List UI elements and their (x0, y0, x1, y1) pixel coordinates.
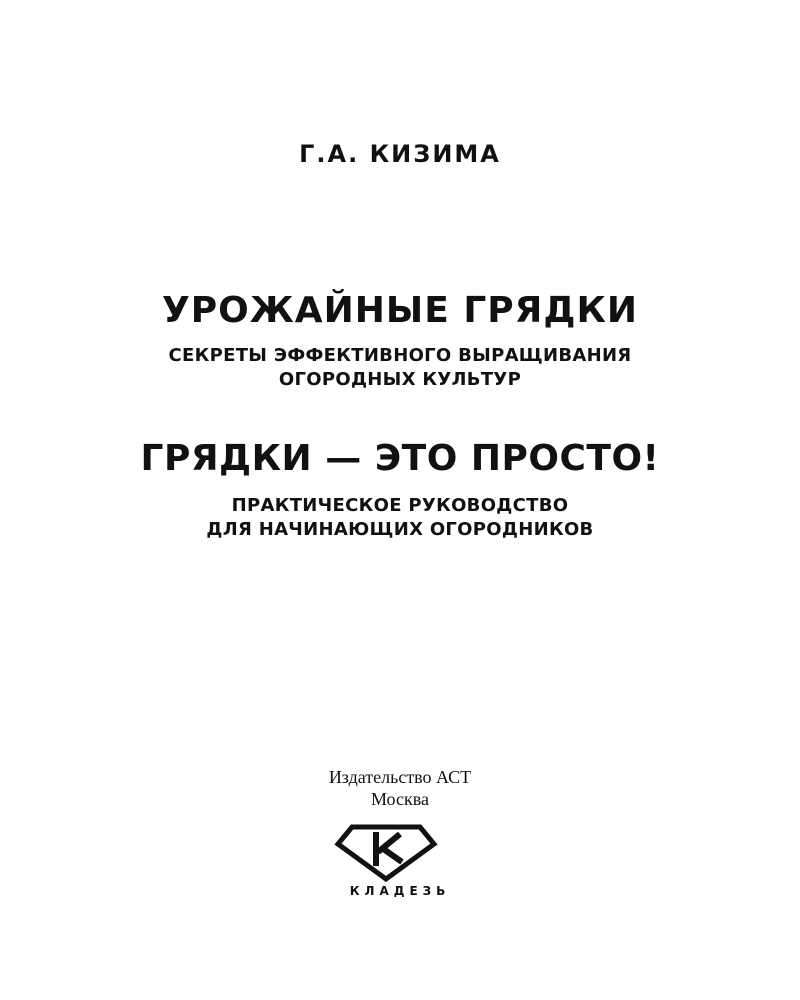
book1-subtitle-line-2: ОГОРОДНЫХ КУЛЬТУР (278, 369, 522, 390)
author-name: Г.А. КИЗИМА (299, 140, 501, 168)
book2-subtitle (0, 494, 800, 542)
book2-title: ГРЯДКИ — ЭТО ПРОСТО! (140, 438, 660, 479)
publisher-block (0, 766, 800, 810)
book1-subtitle-line-1: СЕКРЕТЫ ЭФФЕКТИВНОГО ВЫРАЩИВАНИЯ (168, 345, 632, 366)
book1-subtitle (0, 344, 800, 392)
imprint-name: КЛАДЕЗЬ (349, 884, 451, 898)
publisher-city: Москва (371, 789, 429, 809)
book2-subtitle-line-1: ПРАКТИЧЕСКОЕ РУКОВОДСТВО (231, 495, 569, 516)
publisher-name: Издательство АСТ (328, 767, 472, 787)
diamond-k-logo-icon (334, 822, 438, 882)
book2-subtitle-line-2: ДЛЯ НАЧИНАЮЩИХ ОГОРОДНИКОВ (206, 519, 594, 540)
book1-title: УРОЖАЙНЫЕ ГРЯДКИ (161, 290, 639, 331)
